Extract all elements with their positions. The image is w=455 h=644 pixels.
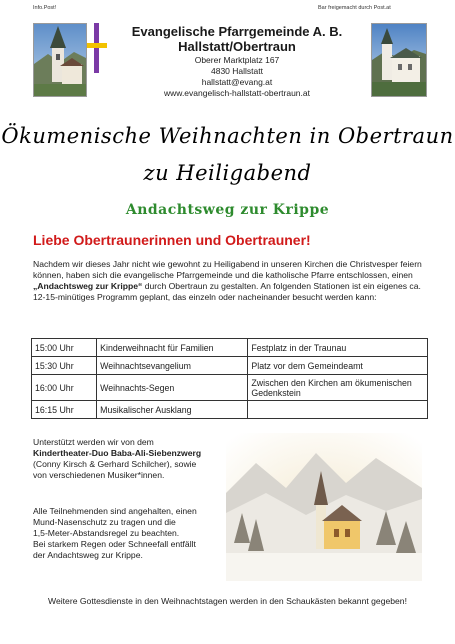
greeting: Liebe Obertraunerinnen und Obertrauner! (33, 232, 311, 248)
rules-line3: Bei starkem Regen oder Schneefall entfällt der Andachtsweg zur Krippe. (33, 539, 196, 560)
schedule-row (32, 339, 428, 357)
schedule-time: 15:30 Uhr (32, 357, 97, 375)
support-paragraph (33, 437, 203, 481)
headline-line1: Ökumenische Weihnachten in Obertraun (1, 124, 454, 148)
website-link[interactable]: www.evangelisch-hallstatt-obertraun.at (164, 88, 310, 98)
intro-paragraph (33, 259, 425, 303)
intro-bold: „Andachtsweg zur Krippe“ (33, 281, 143, 291)
church-photo-right (371, 23, 427, 97)
parish-line1: Evangelische Pfarrgemeinde A. B. (131, 24, 343, 39)
schedule-row (32, 401, 428, 419)
schedule-program: Kinderweihnacht für Familien (97, 339, 248, 357)
schedule-table (31, 338, 428, 419)
church-photo-left (33, 23, 87, 97)
rules-line1: Alle Teilnehmenden sind angehalten, einen Mund-Nasenschutz zu tragen und die (33, 506, 197, 527)
schedule-row (32, 375, 428, 401)
schedule-row (32, 357, 428, 375)
headline-line2: zu Heiligabend (143, 161, 312, 185)
email-link[interactable]: hallstatt@evang.at (201, 77, 273, 87)
schedule-program: Musikalischer Ausklang (97, 401, 248, 419)
schedule-location (248, 401, 428, 419)
rules-paragraph (33, 506, 203, 561)
address-street: Oberer Marktplatz 167 (194, 55, 280, 65)
intro-text-after: durch Obertraun zu gestalten. An folgenden Stationen ist ein eigenes ca. 12-15-minütiges Programm geplant, das einzeln oder nacheinander besucht werden kann: (33, 281, 421, 302)
schedule-location: Zwischen den Kirchen am ökumenischen Gedenkstein (248, 375, 428, 401)
schedule-location: Festplatz in der Traunau (248, 339, 428, 357)
schedule-program: Weihnachts-Segen (97, 375, 248, 401)
postage-note: Bar freigemacht durch Post.at (318, 5, 391, 11)
info-post-note: Info.Post! (33, 5, 57, 11)
footer-note: Weitere Gottesdienste in den Weihnachtstagen werden in den Schaukästen bekannt gegeben! (48, 596, 407, 606)
event-subtitle: Andachtsweg zur Krippe (125, 202, 330, 218)
parish-name (102, 24, 372, 54)
schedule-time: 16:00 Uhr (32, 375, 97, 401)
snowy-church-photo (226, 433, 422, 581)
intro-text-before: Nachdem wir dieses Jahr nicht wie gewohnt zu Heiligabend in unseren Kirchen die Christvesper feiern können, haben sich die evangelische Pfarrgemeinde und die katholische Pfarre entschlossen, einen (33, 259, 422, 280)
parish-line2: Hallstatt/Obertraun (178, 39, 296, 54)
rules-line2: 1,5-Meter-Abstandsregel zu beachten. (33, 528, 180, 538)
support-text-before: Unterstützt werden wir von dem (33, 437, 154, 447)
address-city: 4830 Hallstatt (211, 66, 263, 76)
schedule-location: Platz vor dem Gemeindeamt (248, 357, 428, 375)
schedule-program: Weihnachtsevangelium (97, 357, 248, 375)
schedule-time: 16:15 Uhr (32, 401, 97, 419)
parish-address (102, 55, 372, 99)
support-bold: Kindertheater-Duo Baba-Ali-Siebenzwerg (33, 448, 202, 458)
schedule-time: 15:00 Uhr (32, 339, 97, 357)
support-text-after: (Conny Kirsch & Gerhard Schilcher), sowie von verschiedenen Musiker*innen. (33, 459, 197, 480)
